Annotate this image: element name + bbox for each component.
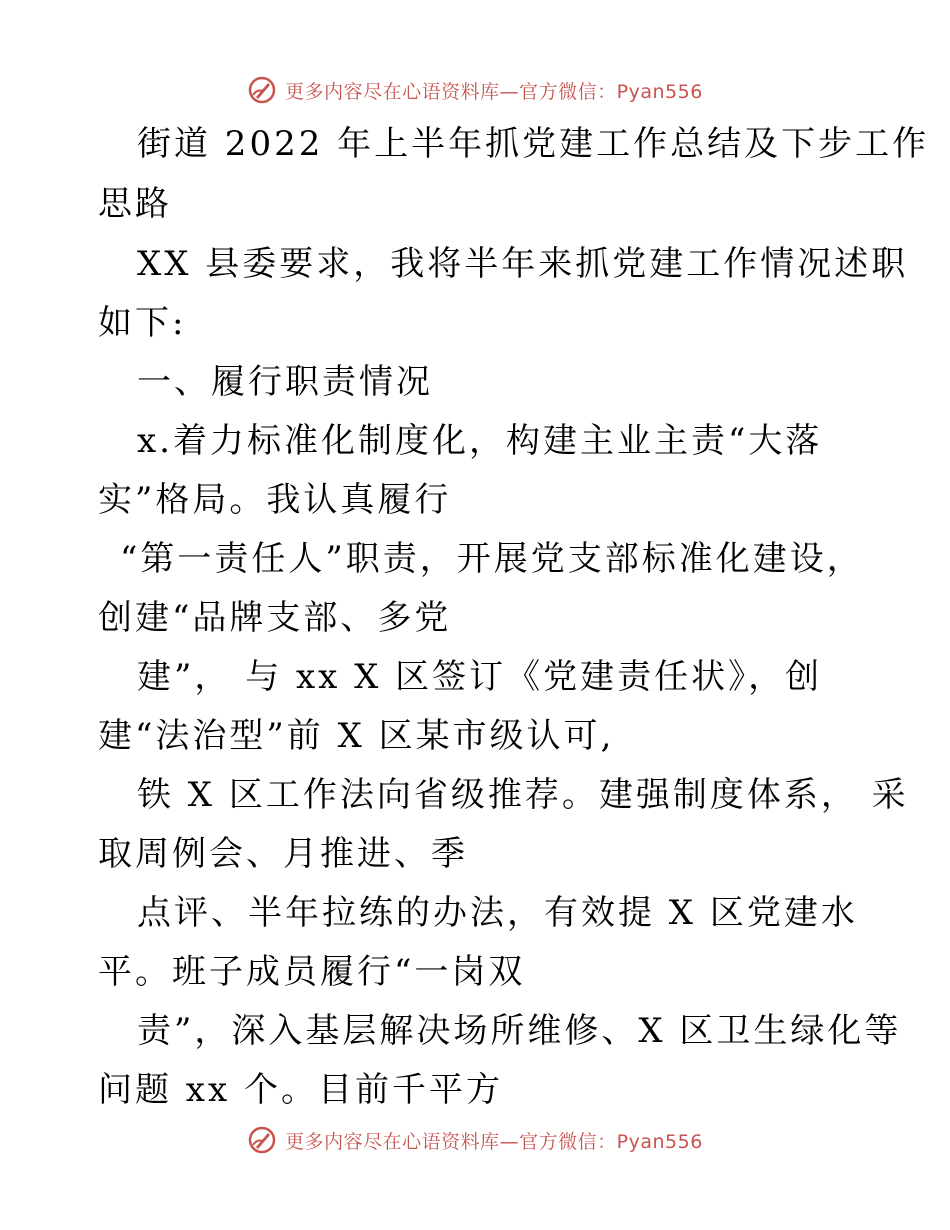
feather-pen-logo-icon — [247, 75, 277, 105]
paragraph-line: 责”，深入基层解决场所维修、X 区卫生绿化等 — [137, 1011, 902, 1051]
watermark-text: 更多内容尽在心语资料库—官方微信：Pyan556 — [285, 80, 703, 103]
feather-pen-logo-icon — [247, 1125, 277, 1155]
header-watermark-banner — [0, 70, 950, 110]
footer-watermark-banner — [0, 1120, 950, 1160]
paragraph-line: 铁 X 区工作法向省级推荐。建强制度体系， 采 — [137, 775, 909, 815]
paragraph-line: 建“法治型”前 X 区某市级认可, — [98, 716, 615, 756]
document-title-line-1: 街道 2022 年上半年抓党建工作总结及下步工作 — [137, 124, 930, 164]
paragraph-line: 创建“品牌支部、多党 — [98, 598, 452, 638]
paragraph-line: XX 县委要求，我将半年来抓党建工作情况述职 — [137, 244, 909, 284]
paragraph-line: 建”， 与 xx X 区签订《党建责任状》，创 — [137, 657, 823, 697]
paragraph-line: 平。班子成员履行“一岗双 — [98, 952, 526, 992]
document-title-line-2: 思路 — [98, 184, 172, 224]
paragraph-line: 如下: — [98, 303, 187, 343]
paragraph-line: x.着力标准化制度化，构建主业主责“大落 — [137, 421, 823, 461]
paragraph-line: “第一责任人”职责，开展党支部标准化建设， — [120, 539, 864, 579]
paragraph-line: 问题 xx 个。目前千平方 — [98, 1070, 503, 1110]
watermark-text: 更多内容尽在心语资料库—官方微信：Pyan556 — [285, 1130, 703, 1153]
paragraph-line: 点评、半年拉练的办法，有效提 X 区党建水 — [137, 893, 858, 933]
section-heading: 一、履行职责情况 — [137, 362, 433, 402]
paragraph-line: 实”格局。我认真履行 — [98, 480, 452, 520]
paragraph-line: 取周例会、月推进、季 — [98, 834, 468, 874]
